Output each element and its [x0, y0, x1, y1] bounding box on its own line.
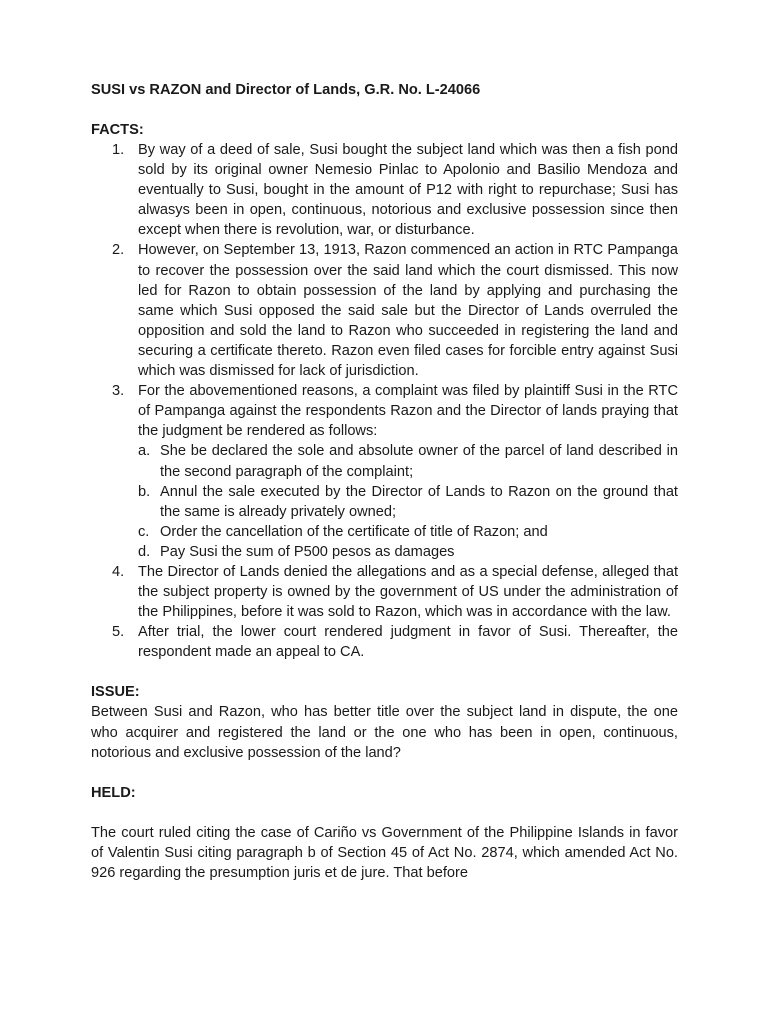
- prayer-letter: c.: [138, 523, 150, 540]
- facts-list: [91, 140, 678, 662]
- fact-number: 5.: [112, 624, 125, 641]
- issue-heading: ISSUE:: [91, 684, 140, 701]
- fact-text: However, on September 13, 1913, Razon commenced an action in RTC Pampanga to recover the possession over the said land which the court dismissed. This now led for Razon to obtain possession of the land by applying and purchasing the same which Susi opposed the said sale but the Director of Lands overruled the opposition and sold the land to Razon who succeeded in registering the land and securing a certificate thereto. Razon even filed cases for forcible entry against Susi which was dismissed for lack of jurisdiction.: [138, 242, 678, 380]
- fact-item: [91, 562, 678, 622]
- prayer-item: [138, 542, 678, 562]
- prayer-item: [138, 482, 678, 522]
- fact-number: 2.: [112, 242, 125, 259]
- fact-text: After trial, the lower court rendered judgment in favor of Susi. Thereafter, the respondent made an appeal to CA.: [138, 624, 678, 661]
- prayer-item: [138, 441, 678, 481]
- held-heading: HELD:: [91, 784, 136, 801]
- fact-text: The Director of Lands denied the allegations and as a special defense, alleged that the subject property is owned by the government of US under the administration of the Philippines, before it was sold to Razon, which was in accordance with the law.: [138, 563, 678, 621]
- fact-number: 4.: [112, 563, 125, 580]
- prayer-text: Pay Susi the sum of P500 pesos as damages: [160, 543, 455, 560]
- fact-item: [91, 240, 678, 381]
- prayer-list: [138, 441, 678, 562]
- document-title: SUSI vs RAZON and Director of Lands, G.R. No. L-24066: [91, 82, 481, 98]
- prayer-letter: b.: [138, 483, 151, 500]
- prayer-letter: a.: [138, 443, 151, 460]
- fact-number: 3.: [112, 383, 125, 400]
- prayer-text: She be declared the sole and absolute owner of the parcel of land described in the second paragraph of the complaint;: [160, 443, 678, 480]
- held-text: The court ruled citing the case of Cariño vs Government of the Philippine Islands in favor of Valentin Susi citing paragraph b of Section 45 of Act No. 2874, which amended Act No. 926 regarding the presumption juris et de jure. That before: [91, 824, 678, 881]
- fact-text: For the abovementioned reasons, a complaint was filed by plaintiff Susi in the RTC of Pampanga against the respondents Razon and the Director of lands praying that the judgment be rendered as follows:: [138, 383, 678, 440]
- prayer-letter: d.: [138, 543, 151, 560]
- fact-item: [91, 381, 678, 562]
- prayer-item: [138, 522, 678, 542]
- fact-item: [91, 140, 678, 240]
- fact-number: 1.: [112, 142, 125, 158]
- facts-heading: FACTS:: [91, 122, 144, 138]
- fact-item: [91, 622, 678, 662]
- prayer-text: Annul the sale executed by the Director of Lands to Razon on the ground that the same is already privately owned;: [160, 483, 678, 520]
- prayer-text: Order the cancellation of the certificate of title of Razon; and: [160, 523, 548, 540]
- fact-text: By way of a deed of sale, Susi bought the subject land which was then a fish pond sold by its original owner Nemesio Pinlac to Apolonio and Basilio Mendoza and eventually to Susi, bought in the amount of P12 with right to repurchase; Susi has alwasys been in open, continuous, notorious and exclusive possession since then except when there is revolution, war, or disturbance.: [138, 142, 678, 239]
- issue-text: Between Susi and Razon, who has better title over the subject land in dispute, the one who acquirer and registered the land or the one who has been in open, continuous, notorious and exclusive possession of the land?: [91, 704, 678, 761]
